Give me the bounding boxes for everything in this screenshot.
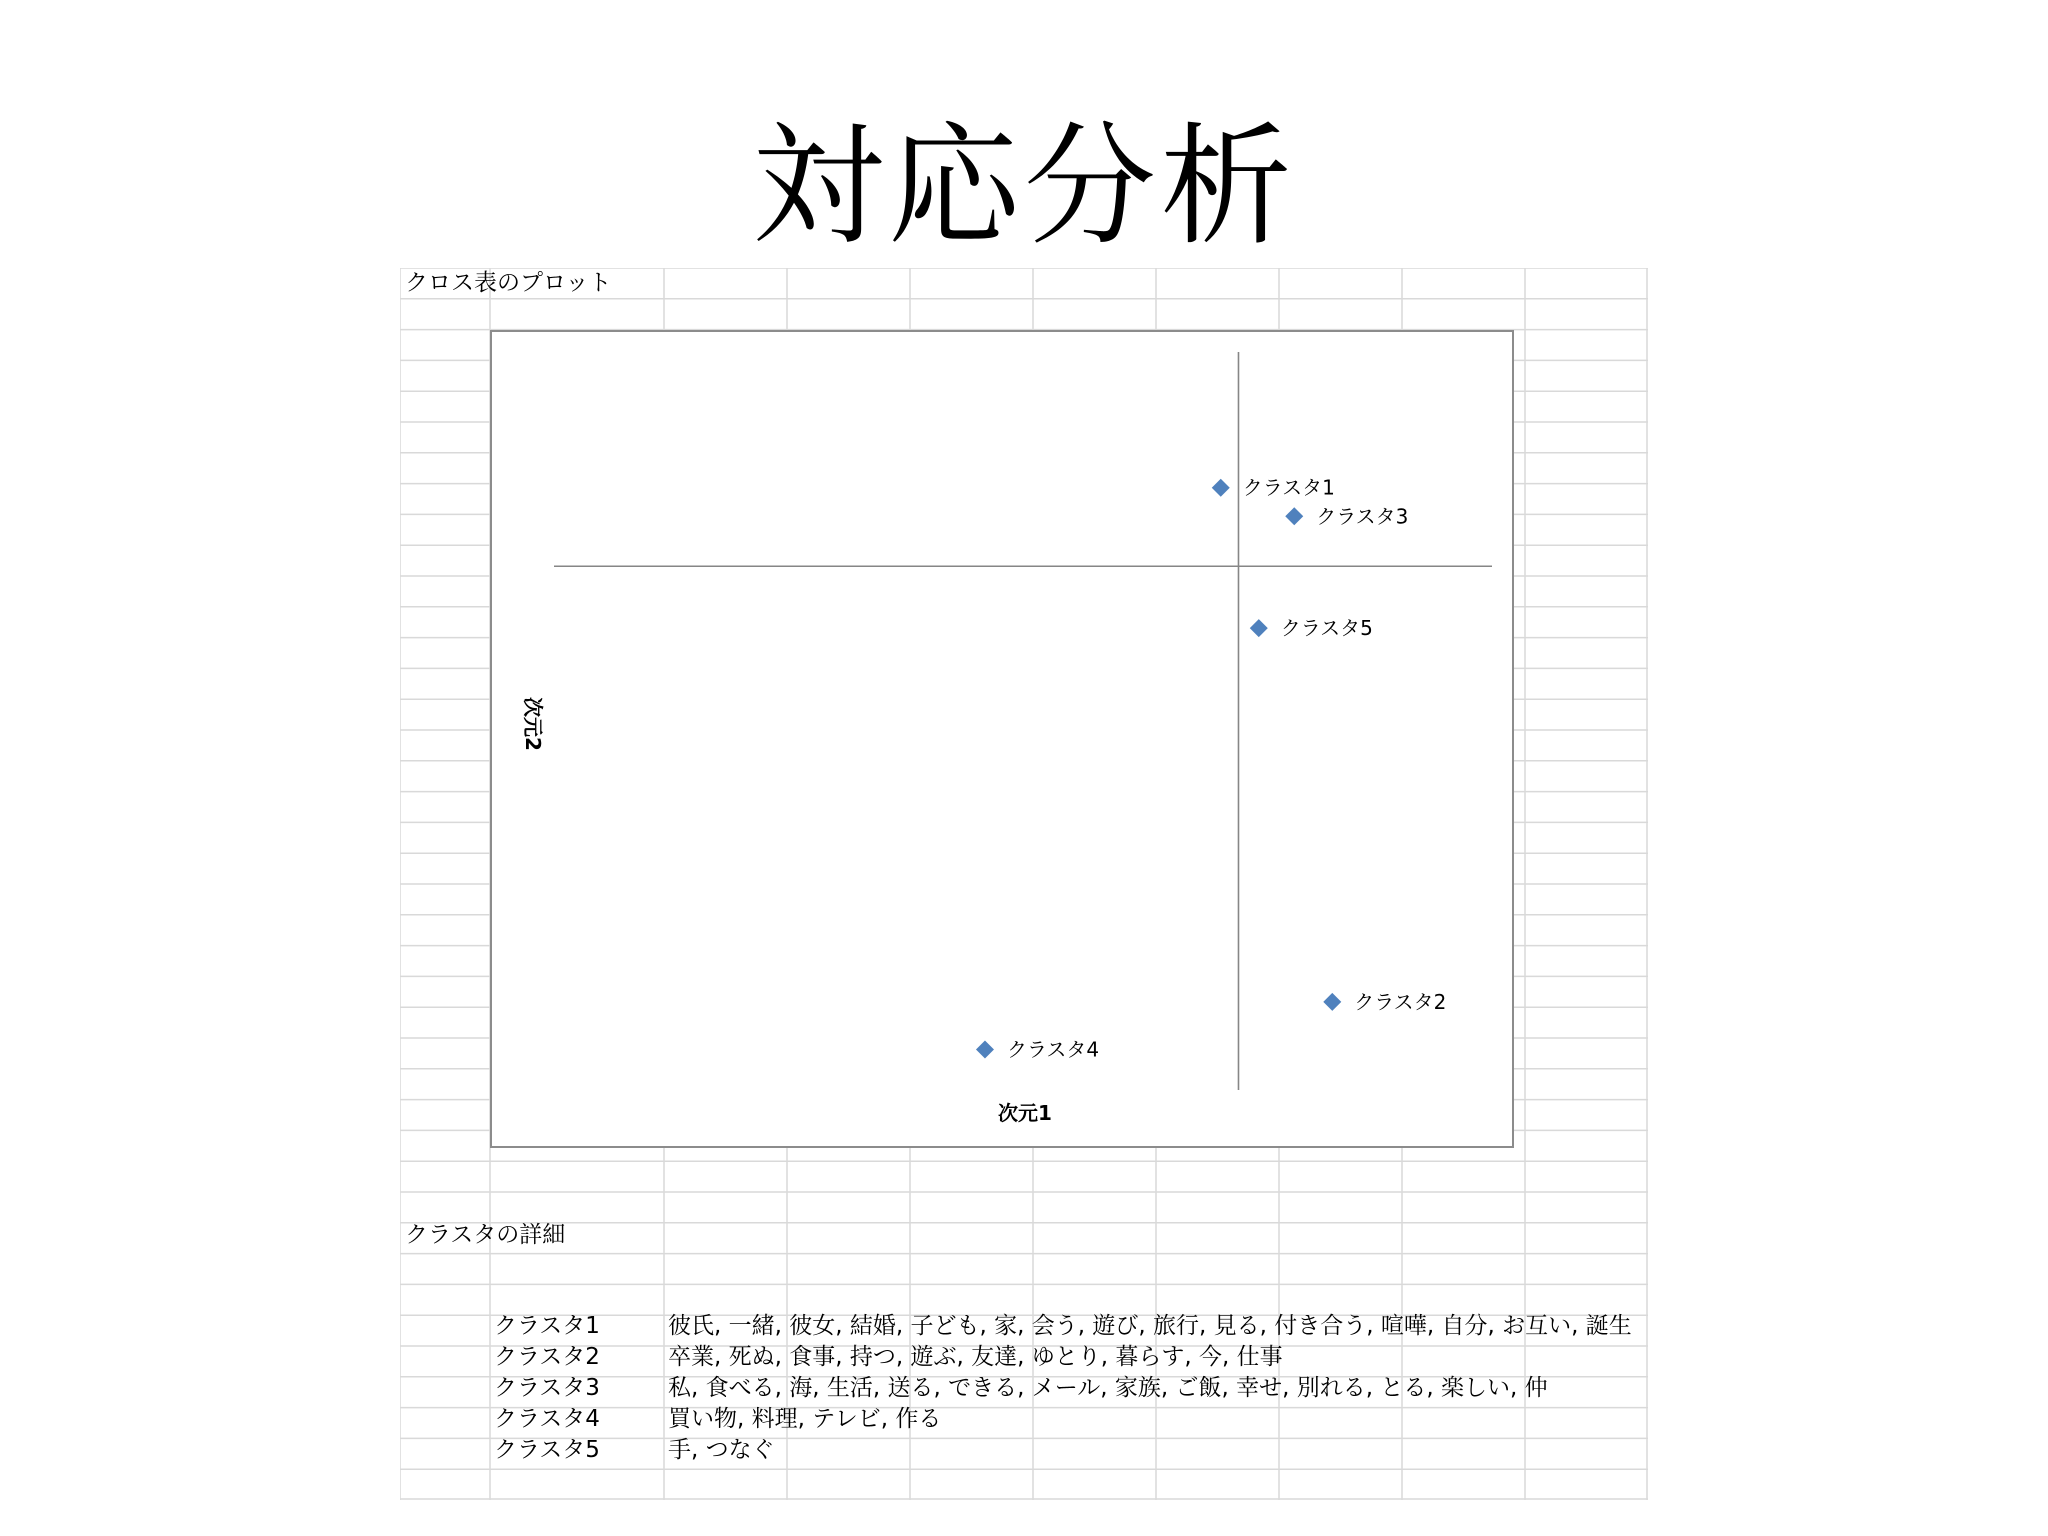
plot-heading: クロス表のプロット	[405, 270, 612, 296]
x-axis-title: 次元1	[998, 1101, 1052, 1125]
data-point-marker[interactable]	[1250, 619, 1268, 637]
data-point-marker[interactable]	[1323, 993, 1341, 1011]
slide-title: 対応分析	[752, 110, 1296, 264]
data-point-marker[interactable]	[1212, 479, 1230, 497]
detail-cluster-name: クラスタ5	[494, 1437, 600, 1463]
data-point-label: クラスタ5	[1280, 616, 1373, 641]
details-heading: クラスタの詳細	[405, 1222, 566, 1248]
y-axis-title: 次元2	[521, 697, 545, 751]
chart-area[interactable]	[490, 330, 1514, 1148]
detail-cluster-words: 彼氏, 一緒, 彼女, 結婚, 子ども, 家, 会う, 遊び, 旅行, 見る, 付き合う, 喧嘩, 自分, お互い, 誕生	[668, 1313, 1632, 1339]
detail-cluster-words: 手, つなぐ	[668, 1437, 775, 1463]
data-point-label: クラスタ1	[1242, 475, 1335, 500]
detail-cluster-name: クラスタ4	[494, 1406, 600, 1432]
detail-cluster-words: 私, 食べる, 海, 生活, 送る, できる, メール, 家族, ご飯, 幸せ, 別れる, とる, 楽しい, 仲	[668, 1375, 1548, 1401]
data-point-label: クラスタ3	[1316, 504, 1409, 529]
data-point-label: クラスタ2	[1354, 989, 1447, 1014]
detail-cluster-name: クラスタ2	[494, 1344, 600, 1370]
data-point-label: クラスタ4	[1006, 1037, 1100, 1062]
detail-cluster-name: クラスタ1	[494, 1313, 600, 1339]
data-point-marker[interactable]	[976, 1041, 994, 1059]
detail-cluster-name: クラスタ3	[494, 1375, 600, 1401]
detail-cluster-words: 卒業, 死ぬ, 食事, 持つ, 遊ぶ, 友達, ゆとり, 暮らす, 今, 仕事	[668, 1344, 1283, 1370]
spreadsheet[interactable]	[400, 268, 1648, 1500]
detail-cluster-words: 買い物, 料理, テレビ, 作る	[668, 1406, 942, 1432]
scatter-plot	[492, 332, 1512, 1146]
data-point-marker[interactable]	[1285, 507, 1303, 525]
